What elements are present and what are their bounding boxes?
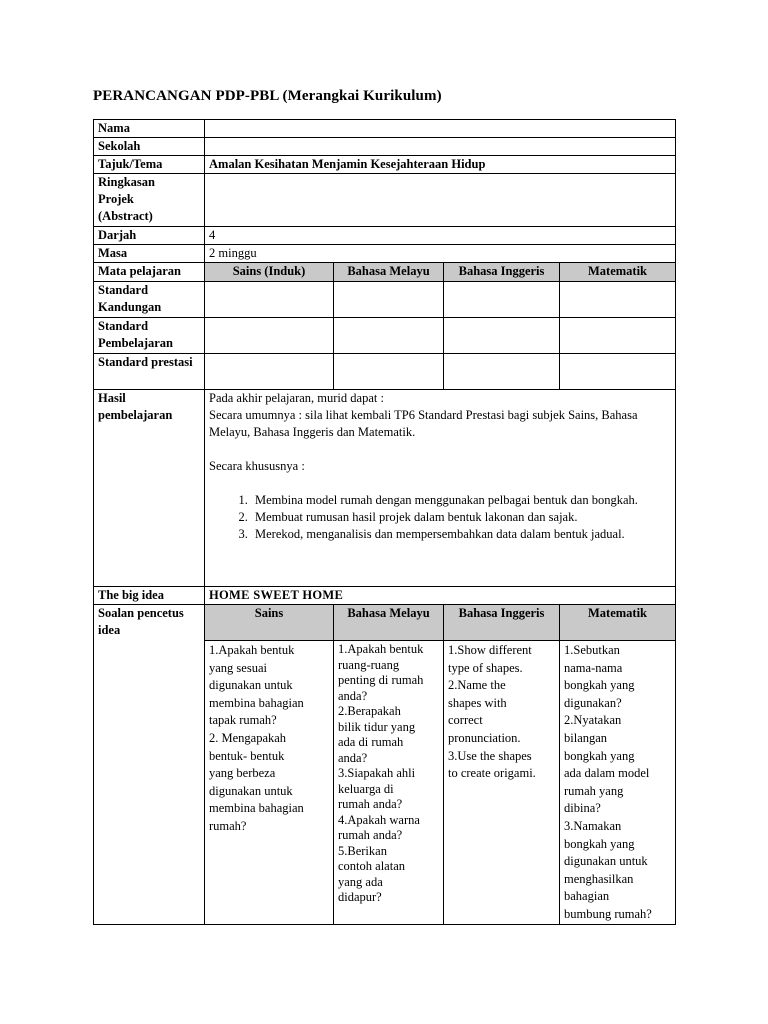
question-line: dibina? <box>564 801 601 816</box>
hasil-specific: Secara khususnya : <box>209 459 305 473</box>
hasil-general: Secara umumnya : sila lihat kembali TP6 Standard Prestasi bagi subjek Sains, Bahasa Melayu, Bahasa Inggeris dan Matematik. <box>209 408 638 439</box>
question-line: 1.Apakah bentuk <box>209 643 295 657</box>
question-line: rumah anda? <box>338 828 403 842</box>
question-line: ruang-ruang <box>338 657 400 672</box>
cell-empty <box>444 282 560 318</box>
question-lines <box>448 641 555 783</box>
label-std-prestasi: Standard prestasi <box>94 354 205 390</box>
question-line: menghasilkan <box>564 871 634 886</box>
cell-empty <box>205 282 334 318</box>
row-darjah <box>94 227 676 245</box>
hasil-intro: Pada akhir pelajaran, murid dapat : <box>209 391 384 405</box>
question-line: pronunciation. <box>448 730 521 745</box>
question-line: bongkah yang <box>564 836 635 851</box>
row-std-prestasi <box>94 354 676 390</box>
question-line: anda? <box>338 750 368 765</box>
question-line: didapur? <box>338 890 382 904</box>
questions-bm <box>334 641 444 925</box>
label-darjah: Darjah <box>94 227 205 245</box>
question-line: ada dalam model <box>564 766 650 781</box>
label-nama: Nama <box>94 120 205 138</box>
value-nama <box>205 120 676 138</box>
row-std-kandungan <box>94 282 676 318</box>
question-line: digunakan untuk <box>209 678 293 693</box>
question-line: shapes with <box>448 695 507 710</box>
question-line: rumah anda? <box>338 797 403 811</box>
question-line: 3.Use the shapes <box>448 748 532 763</box>
row-sekolah <box>94 138 676 156</box>
row-masa <box>94 245 676 263</box>
planning-table <box>93 119 676 925</box>
label-std-kandungan: Standard Kandungan <box>94 282 205 318</box>
question-line: yang sesuai <box>209 660 267 675</box>
question-line: membina bahagian <box>209 801 304 816</box>
questions-sains <box>205 641 334 925</box>
question-line: digunakan untuk <box>564 854 648 869</box>
question-line: 2.Name the <box>448 678 506 693</box>
question-line: bilik tidur yang <box>338 719 416 734</box>
row-nama <box>94 120 676 138</box>
subject-header-bm-2: Bahasa Melayu <box>334 605 444 641</box>
question-line: 1.Apakah bentuk <box>338 642 424 656</box>
spacer <box>209 441 671 458</box>
question-line: bongkah yang <box>564 678 635 693</box>
cell-empty <box>334 354 444 390</box>
question-line: digunakan untuk <box>209 783 293 798</box>
cell-empty <box>205 354 334 390</box>
question-line: 1.Sebutkan <box>564 643 620 657</box>
objective-item: 3. Merekod, menganalisis dan mempersembahkan data dalam bentuk jadual. <box>251 526 671 543</box>
label-soalan: Soalan pencetus idea <box>94 605 205 925</box>
subject-header-bi: Bahasa Inggeris <box>444 263 560 282</box>
question-line: 2. Mengapakah <box>209 730 287 745</box>
row-mata-pelajaran <box>94 263 676 282</box>
row-hasil <box>94 390 676 587</box>
question-line: yang berbeza <box>209 766 276 781</box>
question-line: 5.Berikan <box>338 843 387 858</box>
label-sekolah: Sekolah <box>94 138 205 156</box>
objective-item: 1. Membina model rumah dengan menggunakan pelbagai bentuk dan bongkah. <box>251 492 671 509</box>
question-line: 3.Siapakah ahli <box>338 766 416 780</box>
label-ringkasan: Ringkasan Projek (Abstract) <box>94 174 205 227</box>
label-hasil: Hasil pembelajaran <box>94 390 205 587</box>
question-line: bahagian <box>564 889 610 904</box>
value-darjah: 4 <box>205 227 676 245</box>
questions-bi <box>444 641 560 925</box>
question-line: 1.Show different <box>448 643 532 657</box>
objective-item: 2. Membuat rumusan hasil projek dalam bentuk lakonan dan sajak. <box>251 509 671 526</box>
question-line: penting di rumah <box>338 673 424 687</box>
question-line: anda? <box>338 688 368 703</box>
subject-header-mat-2: Matematik <box>560 605 676 641</box>
question-line: tapak rumah? <box>209 713 277 728</box>
question-line: nama-nama <box>564 660 623 675</box>
question-line: to create origami. <box>448 766 536 781</box>
cell-empty <box>205 318 334 354</box>
question-line: rumah? <box>209 818 247 833</box>
subject-header-bm: Bahasa Melayu <box>334 263 444 282</box>
cell-empty <box>334 282 444 318</box>
label-mata-pelajaran: Mata pelajaran <box>94 263 205 282</box>
subject-header-sains-2: Sains <box>205 605 334 641</box>
questions-mat <box>560 641 676 925</box>
question-line: ada di rumah <box>338 735 404 749</box>
question-line: bilangan <box>564 730 608 745</box>
value-sekolah <box>205 138 676 156</box>
question-line: bumbung rumah? <box>564 906 652 921</box>
objective-list <box>209 492 671 543</box>
subject-header-sains: Sains (Induk) <box>205 263 334 282</box>
row-soalan-header <box>94 605 676 641</box>
cell-empty <box>444 354 560 390</box>
question-lines <box>338 641 439 906</box>
row-ringkasan <box>94 174 676 227</box>
question-line: membina bahagian <box>209 695 304 710</box>
cell-empty <box>560 318 676 354</box>
cell-empty <box>334 318 444 354</box>
question-line: digunakan? <box>564 695 622 710</box>
question-lines <box>564 641 671 924</box>
question-lines <box>209 641 329 836</box>
value-ringkasan <box>205 174 676 227</box>
row-tajuk <box>94 156 676 174</box>
question-line: yang ada <box>338 874 383 889</box>
value-masa: 2 minggu <box>205 245 676 263</box>
question-line: bongkah yang <box>564 748 635 763</box>
subject-header-mat: Matematik <box>560 263 676 282</box>
value-tajuk: Amalan Kesihatan Menjamin Kesejahteraan Hidup <box>205 156 676 174</box>
cell-empty <box>444 318 560 354</box>
spacer <box>209 475 671 492</box>
page-title: PERANCANGAN PDP-PBL (Merangkai Kurikulum) <box>93 88 442 104</box>
label-std-pembelajaran: Standard Pembelajaran <box>94 318 205 354</box>
question-line: 2.Berapakah <box>338 704 401 718</box>
question-line: keluarga di <box>338 781 394 796</box>
question-line: rumah yang <box>564 783 624 798</box>
cell-empty <box>560 354 676 390</box>
question-line: 3.Namakan <box>564 818 622 833</box>
question-line: 4.Apakah warna <box>338 812 420 827</box>
label-masa: Masa <box>94 245 205 263</box>
question-line: contoh alatan <box>338 859 405 873</box>
question-line: correct <box>448 713 483 728</box>
hasil-content <box>205 390 676 587</box>
question-line: bentuk- bentuk <box>209 748 285 763</box>
value-big-idea: HOME SWEET HOME <box>205 587 676 605</box>
row-std-pembelajaran <box>94 318 676 354</box>
row-big-idea <box>94 587 676 605</box>
cell-empty <box>560 282 676 318</box>
question-line: 2.Nyatakan <box>564 713 622 728</box>
label-big-idea: The big idea <box>94 587 205 605</box>
question-line: type of shapes. <box>448 660 523 675</box>
subject-header-bi-2: Bahasa Inggeris <box>444 605 560 641</box>
label-tajuk: Tajuk/Tema <box>94 156 205 174</box>
